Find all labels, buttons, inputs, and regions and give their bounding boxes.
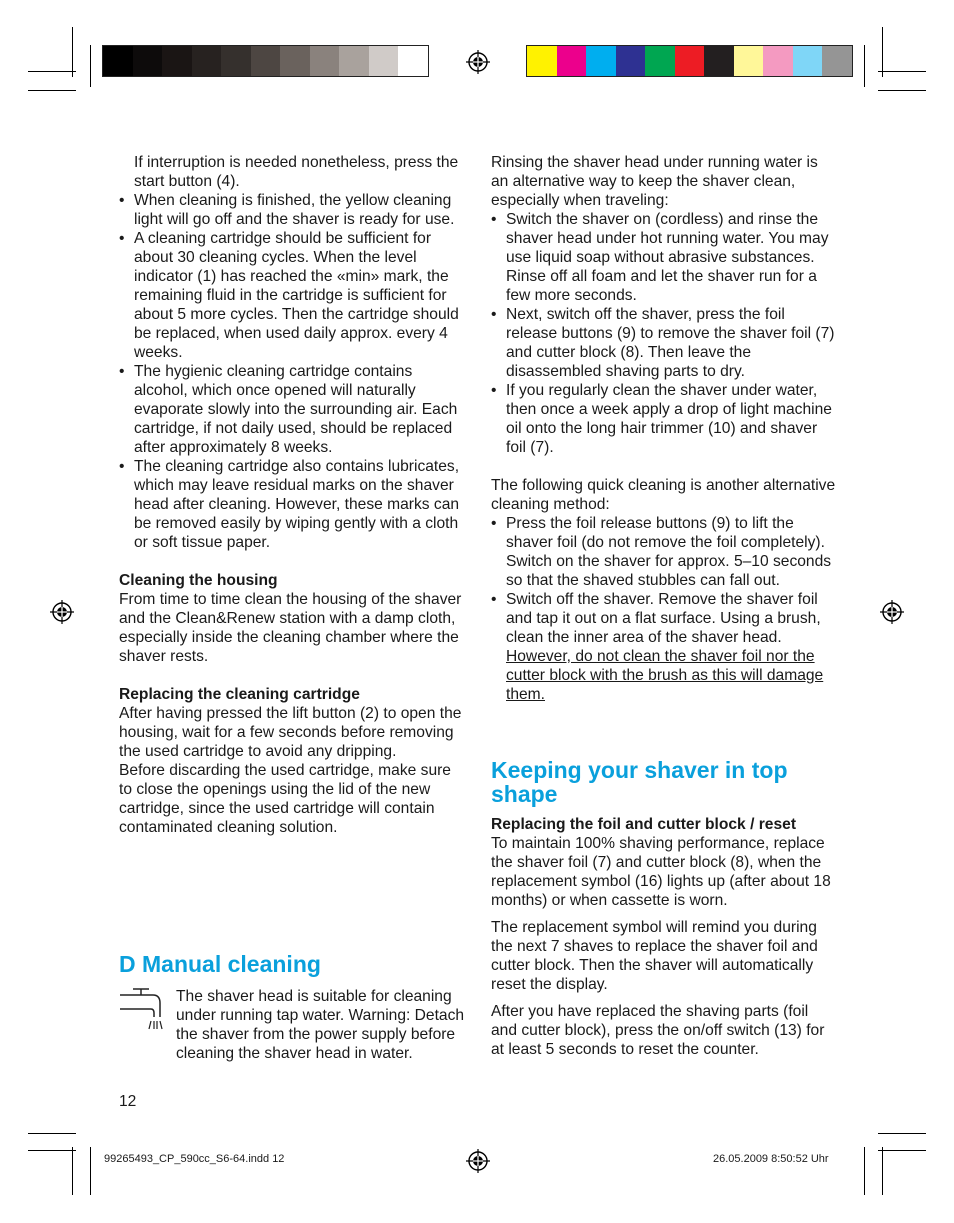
grayscale-color-bar [102,45,429,77]
color-swatch [734,46,764,76]
registration-mark-icon [466,1149,490,1173]
color-swatch [133,46,163,76]
cartridge-heading: Replacing the cleaning cartridge [119,686,360,703]
housing-heading: Cleaning the housing [119,572,278,589]
list-item: • A cleaning cartridge should be sufficient for about 30 cleaning cycles. When the level indicator (1) has reached the «min» mark, the remaining fluid in the cartridge is sufficient for about 5 more cycles. Then the cartridge should be replaced, when used daily approx. every 4 weeks. [119,229,464,362]
replacement-section [491,815,836,1059]
color-swatch [369,46,399,76]
color-swatch [822,46,852,76]
list-item: • Press the foil release buttons (9) to lift the shaver foil (do not remove the foil completely). Switch on the shaver for approx. 5–10 seconds so that the shaved stubbles can fall out. [491,514,836,590]
right-column [491,153,836,704]
color-swatch [616,46,646,76]
water-tap-icon [117,987,165,1031]
color-swatch [103,46,133,76]
color-swatch [704,46,734,76]
cartridge-text-1: After having pressed the lift button (2) to open the housing, wait for a few seconds before removing the used cartridge to avoid any dripping. [119,705,462,760]
registration-mark-icon [880,600,904,624]
process-color-bar [526,45,853,77]
color-swatch [398,46,428,76]
color-swatch [645,46,675,76]
color-swatch [280,46,310,76]
replace-text: To maintain 100% shaving performance, replace the shaver foil (7) and cutter block (8), when the replacement symbol (16) lights up (after about 18 months) or when cassette is worn. [491,835,831,909]
quick-cleaning-intro: The following quick cleaning is another alternative cleaning method: [491,477,836,513]
manual-cleaning-text: The shaver head is suitable for cleaning under running tap water. Warning: Detach the shaver from the power supply before cleaning the shaver head in water. [176,988,465,1062]
color-swatch [586,46,616,76]
color-swatch [192,46,222,76]
slug-filename: 99265493_CP_590cc_S6-64.indd 12 [104,1153,285,1165]
reminder-text: The replacement symbol will remind you during the next 7 shaves to replace the shaver foil and cutter block. Then the shaver will automatically reset the display. [491,919,818,993]
color-swatch [162,46,192,76]
page-number: 12 [119,1093,137,1110]
top-shape-heading: Keeping your shaver in top shape [491,757,788,807]
list-item: • The hygienic cleaning cartridge contains alcohol, which once opened will naturally evaporate slowly into the surrounding air. Each cartridge, if not daily used, should be replaced after approximately 8 weeks. [119,362,464,457]
quick-cleaning-bullets [491,514,836,704]
list-item: • When cleaning is finished, the yellow cleaning light will go off and the shaver is ready for use. [119,191,464,229]
manual-cleaning-heading: D Manual cleaning [119,951,321,977]
brush-warning: However, do not clean the shaver foil nor the cutter block with the brush as this will damage them. [506,648,824,703]
rinse-intro: Rinsing the shaver head under running water is an alternative way to keep the shaver clean, especially when traveling: [491,154,818,209]
color-swatch [221,46,251,76]
color-swatch [763,46,793,76]
color-swatch [793,46,823,76]
cartridge-text-2: Before discarding the used cartridge, make sure to close the openings using the lid of the new cartridge, since the used cartridge will contain contaminated cleaning solution. [119,762,451,836]
slug-timestamp: 26.05.2009 8:50:52 Uhr [713,1153,829,1165]
rinse-bullets [491,210,836,457]
registration-mark-icon [50,600,74,624]
left-column [119,153,464,837]
reset-text: After you have replaced the shaving parts (foil and cutter block), press the on/off switch (13) for at least 5 seconds to reset the counter. [491,1003,825,1058]
cleaning-bullets [119,191,464,552]
list-item: • The cleaning cartridge also contains lubricates, which may leave residual marks on the shaver head after cleaning. However, these marks can be removed easily by wiping gently with a cloth or soft tissue paper. [119,457,464,552]
replace-heading: Replacing the foil and cutter block / reset [491,816,797,833]
color-swatch [557,46,587,76]
color-swatch [310,46,340,76]
color-swatch [339,46,369,76]
list-item [491,590,836,704]
list-item: • Switch the shaver on (cordless) and rinse the shaver head under hot running water. You may use liquid soap without abrasive substances. Rinse off all foam and let the shaver run for a few more seconds. [491,210,836,305]
list-item: • If you regularly clean the shaver under water, then once a week apply a drop of light machine oil onto the long hair trimmer (10) and shaver foil (7). [491,381,836,457]
brush-instruction: Switch off the shaver. Remove the shaver foil and tap it out on a flat surface. Using a brush, clean the inner area of the shaver head. [506,591,821,646]
color-swatch [675,46,705,76]
color-swatch [251,46,281,76]
color-swatch [527,46,557,76]
registration-mark-icon [466,50,490,74]
interruption-note: If interruption is needed nonetheless, press the start button (4). [134,154,459,190]
list-item: • Next, switch off the shaver, press the foil release buttons (9) to remove the shaver foil (7) and cutter block (8). Then leave the disassembled shaving parts to dry. [491,305,836,381]
housing-text: From time to time clean the housing of the shaver and the Clean&Renew station with a damp cloth, especially inside the cleaning chamber where the shaver rests. [119,591,462,665]
